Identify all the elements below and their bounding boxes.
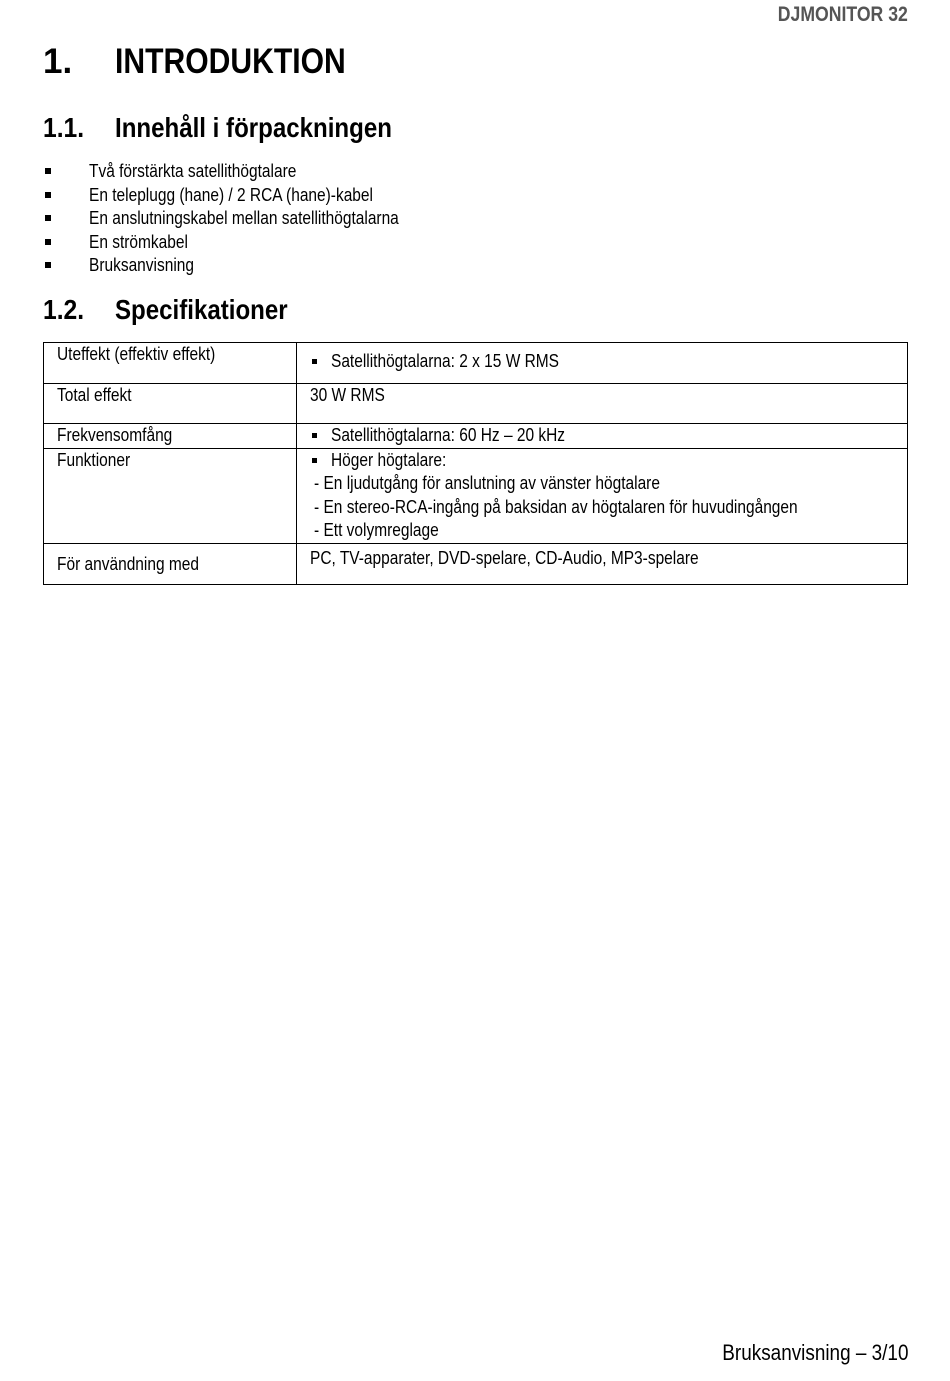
page-footer: Bruksanvisning – 3/10 <box>721 1340 908 1365</box>
bullet-square-icon <box>45 192 51 198</box>
document-header-title: DJMONITOR 32 <box>777 3 908 26</box>
section-number: 1. <box>43 42 73 81</box>
bullet-square-icon <box>45 168 51 174</box>
subsection-number: 1.1. <box>43 112 85 143</box>
spec-label-cell: Frekvensomfång <box>44 424 297 449</box>
bullet-square-icon <box>45 262 51 268</box>
subsection-number: 1.2. <box>43 294 85 325</box>
specifications-table <box>43 342 908 585</box>
table-row <box>44 448 908 543</box>
table-row <box>44 543 908 584</box>
spec-label-cell: Funktioner <box>44 448 297 543</box>
spec-value-cell: PC, TV-apparater, DVD-spelare, CD-Audio, MP3-spelare <box>297 543 908 584</box>
spec-sub-line: - En ljudutgång för anslutning av vänster högtalare <box>314 473 660 493</box>
spec-value-cell: Satellithögtalarna: 60 Hz – 20 kHz <box>297 424 908 449</box>
table-row <box>44 343 908 384</box>
bullet-square-icon <box>45 215 51 221</box>
subsection-title: Innehåll i förpackningen <box>115 112 392 143</box>
bullet-square-icon <box>312 359 317 364</box>
table-row <box>44 384 908 424</box>
spec-label-cell: För användning med <box>44 543 297 584</box>
spec-value-cell: 30 W RMS <box>297 384 908 424</box>
spec-label-cell: Uteffekt (effektiv effekt) <box>44 343 297 384</box>
spec-label-cell: Total effekt <box>44 384 297 424</box>
section-title: INTRODUKTION <box>115 42 346 81</box>
spec-sub-line: - En stereo-RCA-ingång på baksidan av högtalaren för huvudingången <box>314 496 798 517</box>
spec-value-cell: Höger högtalare: - En ljudutgång för anslutning av vänster högtalare - En stereo-RCA-ingång på baksidan av högtalaren för huvudingången - Ett volymreglage <box>297 448 908 543</box>
bullet-square-icon <box>312 433 317 438</box>
spec-sub-line: - Ett volymreglage <box>314 520 439 540</box>
table-row <box>44 424 908 449</box>
bullet-square-icon <box>45 239 51 245</box>
bullet-square-icon <box>312 458 317 463</box>
subsection-title: Specifikationer <box>115 294 288 325</box>
spec-value-cell: Satellithögtalarna: 2 x 15 W RMS <box>297 343 908 384</box>
